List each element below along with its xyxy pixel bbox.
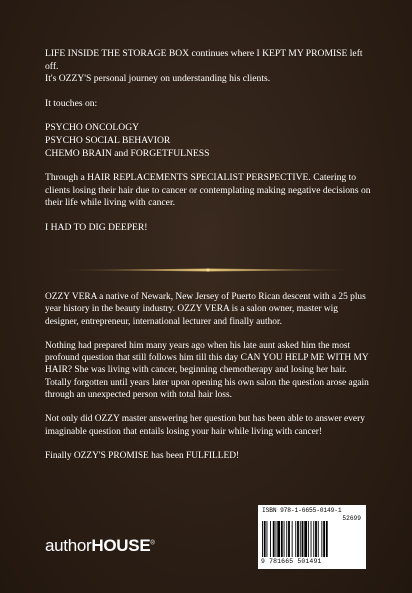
touches-on-label: It touches on: xyxy=(45,97,98,109)
topic-item: CHEMO BRAIN and FORGETFULNESS xyxy=(45,147,210,159)
intro-line-1: LIFE INSIDE THE STORAGE BOX continues where I KEPT MY PROMISE left off. xyxy=(45,48,363,72)
topic-item: PSYCHO SOCIAL BEHAVIOR xyxy=(45,134,171,146)
price-code: 52699 xyxy=(342,515,361,522)
ornamental-divider xyxy=(58,265,358,275)
perspective-paragraph: Through a HAIR REPLACEMENTS SPECIALIST PERSPECTIVE. Catering to clients losing their hair due to cancer or contemplating making negative decisions on their life while living with cancer. xyxy=(45,172,371,209)
bio-paragraph: Nothing had prepared him many years ago when his late aunt asked him the most profound question that still follows him till this day CAN YOU HELP ME WITH MY HAIR? She was living with cancer, beginning chemotherapy and losing her hair. Totally forgotten until years later upon opening his own salon the question arose again through an unexpected person with total hair loss. xyxy=(45,340,369,401)
bio-paragraph: Finally OZZY'S PROMISE has been FULFILLED! xyxy=(45,450,240,461)
publisher-logo: authorHOUSE® xyxy=(45,536,155,555)
bio-paragraph: Not only did OZZY master answering her question but has been able to answer every imaginable question that entails losing your hair while living with cancer! xyxy=(45,414,365,437)
author-bio xyxy=(45,291,373,474)
intro-line-2: It's OZZY'S personal journey on understanding his clients. xyxy=(45,73,271,85)
dig-deeper-line: I HAD TO DIG DEEPER! xyxy=(45,221,148,233)
isbn-number: ISBN 978-1-6655-0149-1 xyxy=(262,507,342,514)
barcode-digits: 9 781665 501491 xyxy=(261,558,322,565)
isbn-barcode xyxy=(258,505,366,569)
bio-paragraph: OZZY VERA a native of Newark, New Jersey of Puerto Rican descent with a 25 plus year history in the beauty industry. OZZY VERA is a salon owner, master wig designer, entrepreneur, international lecturer and finally author. xyxy=(45,292,366,327)
intro-block xyxy=(45,48,375,235)
topic-item: PSYCHO ONCOLOGY xyxy=(45,122,140,134)
barcode-bars xyxy=(262,521,362,557)
